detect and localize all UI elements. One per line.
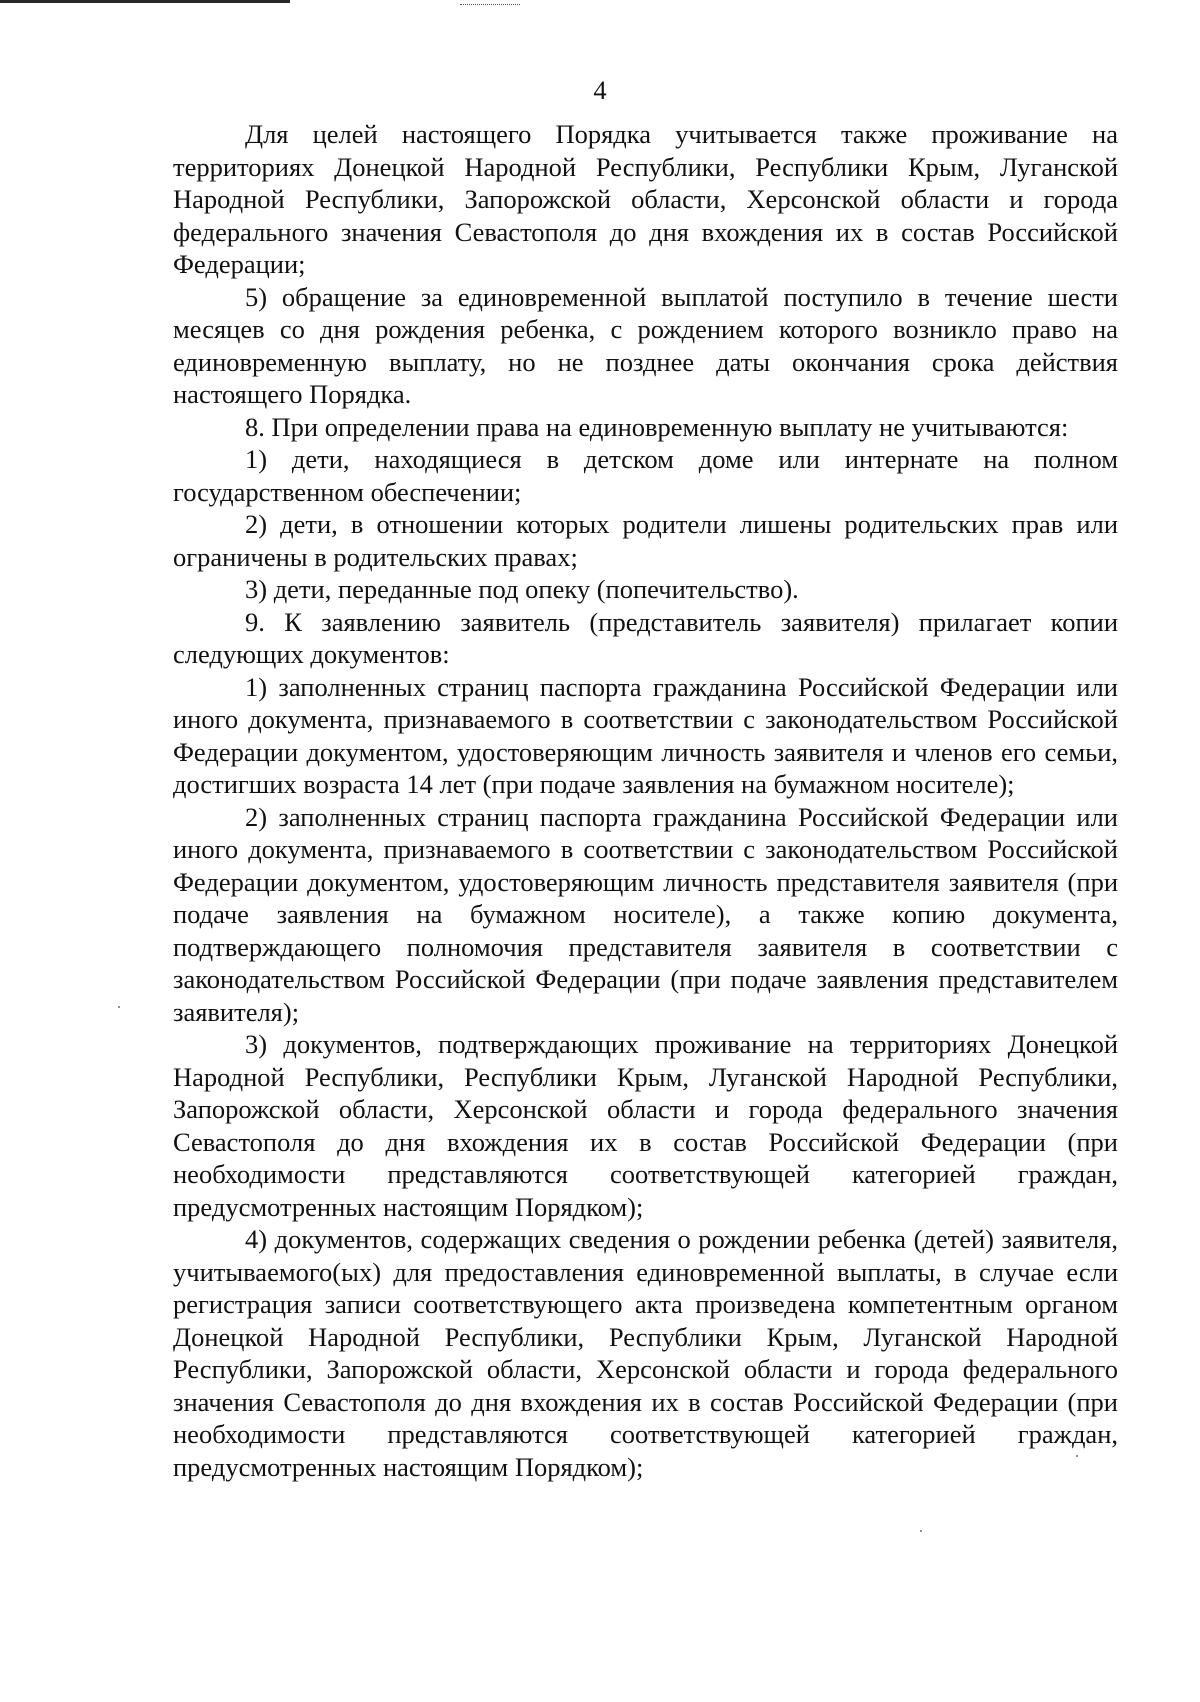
paragraph-section-8-item-2: 2) дети, в отношении которых родители лишены родительских прав или ограничены в родительских правах;: [173, 509, 1118, 572]
paragraph-section-9-item-4: 4) документов, содержащих сведения о рождении ребенка (детей) заявителя, учитываемого(ых) для предоставления единовременной выплаты, в случае если регистрация записи соответствующего акта произведена компетентным органом Донецкой Народной Республики, Республики Крым, Луганской Народной Республики, Запорожской области, Херсонской области и города федерального значения Севастополя до дня вхождения их в состав Российской Федерации (при необходимости представляются соответствующей категорией граждан, предусмотренных настоящим Порядком);: [173, 1224, 1118, 1482]
scan-edge-dots: [460, 4, 520, 7]
paragraph-residence-note: Для целей настоящего Порядка учитывается также проживание на территориях Донецкой Народной Республики, Республики Крым, Луганской Народной Республики, Запорожской области, Херсонской области и города федерального значения Севастополя до дня вхождения их в состав Российской Федерации;: [173, 119, 1118, 279]
paragraph-section-8-item-1: 1) дети, находящиеся в детском доме или интернате на полном государственном обеспечении;: [173, 444, 1118, 507]
scan-speck: [118, 1006, 120, 1008]
paragraph-section-9: 9. К заявлению заявитель (представитель заявителя) прилагает копии следующих документов:: [173, 606, 1118, 669]
document-body: [173, 118, 1118, 1483]
page-number: 4: [593, 75, 607, 105]
paragraph-item-5: 5) обращение за единовременной выплатой поступило в течение шести месяцев со дня рождения ребенка, с рождением которого возникло право на единовременную выплату, но не позднее даты окончания срока действия настоящего Порядка.: [173, 281, 1118, 409]
paragraph-section-8-item-3: 3) дети, переданные под опеку (попечительство).: [245, 574, 799, 604]
scan-speck: [1076, 1455, 1078, 1457]
paragraph-section-8: 8. При определении права на единовременную выплату не учитываются:: [245, 411, 1069, 442]
scan-speck: [920, 1530, 922, 1532]
paragraph-section-9-item-2: 2) заполненных страниц паспорта гражданина Российской Федерации или иного документа, признаваемого в соответствии с законодательством Российской Федерации документом, удостоверяющим личность представителя заявителя (при подаче заявления на бумажном носителе), а также копию документа, подтверждающего полномочия представителя заявителя в соответствии с законодательством Российской Федерации (при подаче заявления представителем заявителя);: [173, 801, 1118, 1027]
scan-edge-line: [0, 0, 290, 3]
paragraph-section-9-item-1: 1) заполненных страниц паспорта гражданина Российской Федерации или иного документа, признаваемого в соответствии с законодательством Российской Федерации документом, удостоверяющим личность заявителя и членов его семьи, достигших возраста 14 лет (при подаче заявления на бумажном носителе);: [173, 671, 1118, 799]
paragraph-section-9-item-3: 3) документов, подтверждающих проживание на территориях Донецкой Народной Республики, Республики Крым, Луганской Народной Республики, Запорожской области, Херсонской области и города федерального значения Севастополя до дня вхождения их в состав Российской Федерации (при необходимости представляются соответствующей категорией граждан, предусмотренных настоящим Порядком);: [173, 1029, 1118, 1222]
